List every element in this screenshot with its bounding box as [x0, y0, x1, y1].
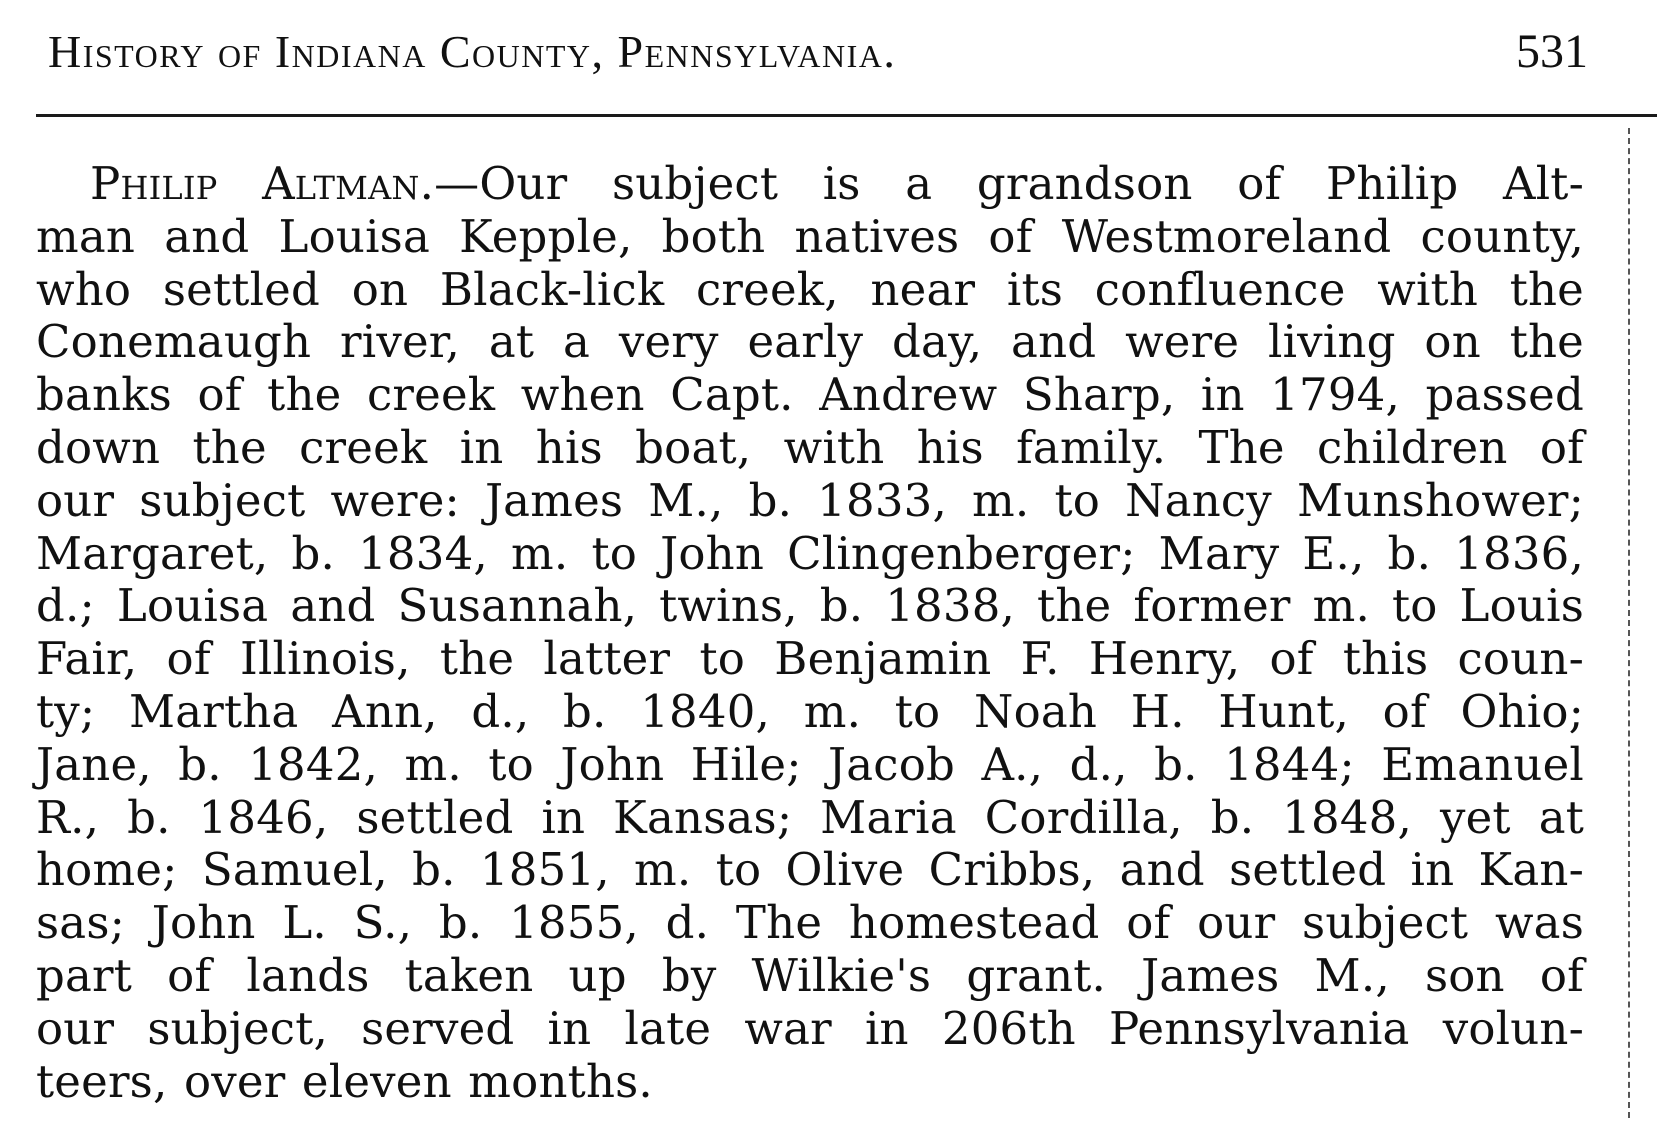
column-rule: [1628, 128, 1630, 1118]
text-line: man and Louisa Kepple, both natives of Westmoreland county,: [36, 209, 1584, 263]
text-line-content: —Our subject is a grandson of Philip Alt-: [434, 157, 1584, 210]
text-line: teers, over eleven months.: [36, 1054, 653, 1108]
text-line: part of lands taken up by Wilkie's grant. James M., son of: [36, 948, 1584, 1002]
text-line: home; Samuel, b. 1851, m. to Olive Cribbs, and settled in Kan-: [36, 843, 1584, 897]
header-rule: [36, 114, 1657, 117]
biography-paragraph: [36, 158, 1584, 1108]
text-line: our subject were: James M., b. 1833, m. to Nancy Munshower;: [36, 473, 1584, 527]
text-line: R., b. 1846, settled in Kansas; Maria Cordilla, b. 1848, yet at: [36, 790, 1584, 844]
text-line: down the creek in his boat, with his family. The children of: [36, 420, 1584, 474]
text-line: Conemaugh river, at a very early day, and were living on the: [36, 315, 1584, 369]
text-line: banks of the creek when Capt. Andrew Sharp, in 1794, passed: [36, 368, 1584, 422]
running-title: History of Indiana County, Pennsylvania.: [48, 26, 897, 77]
subject-name: Philip Altman.: [90, 157, 435, 210]
text-line: Fair, of Illinois, the latter to Benjamin F. Henry, of this coun-: [36, 632, 1584, 686]
text-line: Margaret, b. 1834, m. to John Clingenberger; Mary E., b. 1836,: [36, 526, 1584, 580]
page-number: 531: [1516, 25, 1588, 78]
text-line: d.; Louisa and Susannah, twins, b. 1838, the former m. to Louis: [36, 579, 1584, 633]
running-header: [48, 22, 1588, 92]
text-line: our subject, served in late war in 206th Pennsylvania volun-: [36, 1001, 1584, 1055]
text-line: Jane, b. 1842, m. to John Hile; Jacob A., d., b. 1844; Emanuel: [36, 737, 1584, 791]
text-line: who settled on Black-lick creek, near its confluence with the: [36, 262, 1584, 316]
text-line: [36, 158, 1584, 211]
text-line: sas; John L. S., b. 1855, d. The homestead of our subject was: [36, 896, 1584, 950]
text-line: ty; Martha Ann, d., b. 1840, m. to Noah H. Hunt, of Ohio;: [36, 684, 1584, 738]
